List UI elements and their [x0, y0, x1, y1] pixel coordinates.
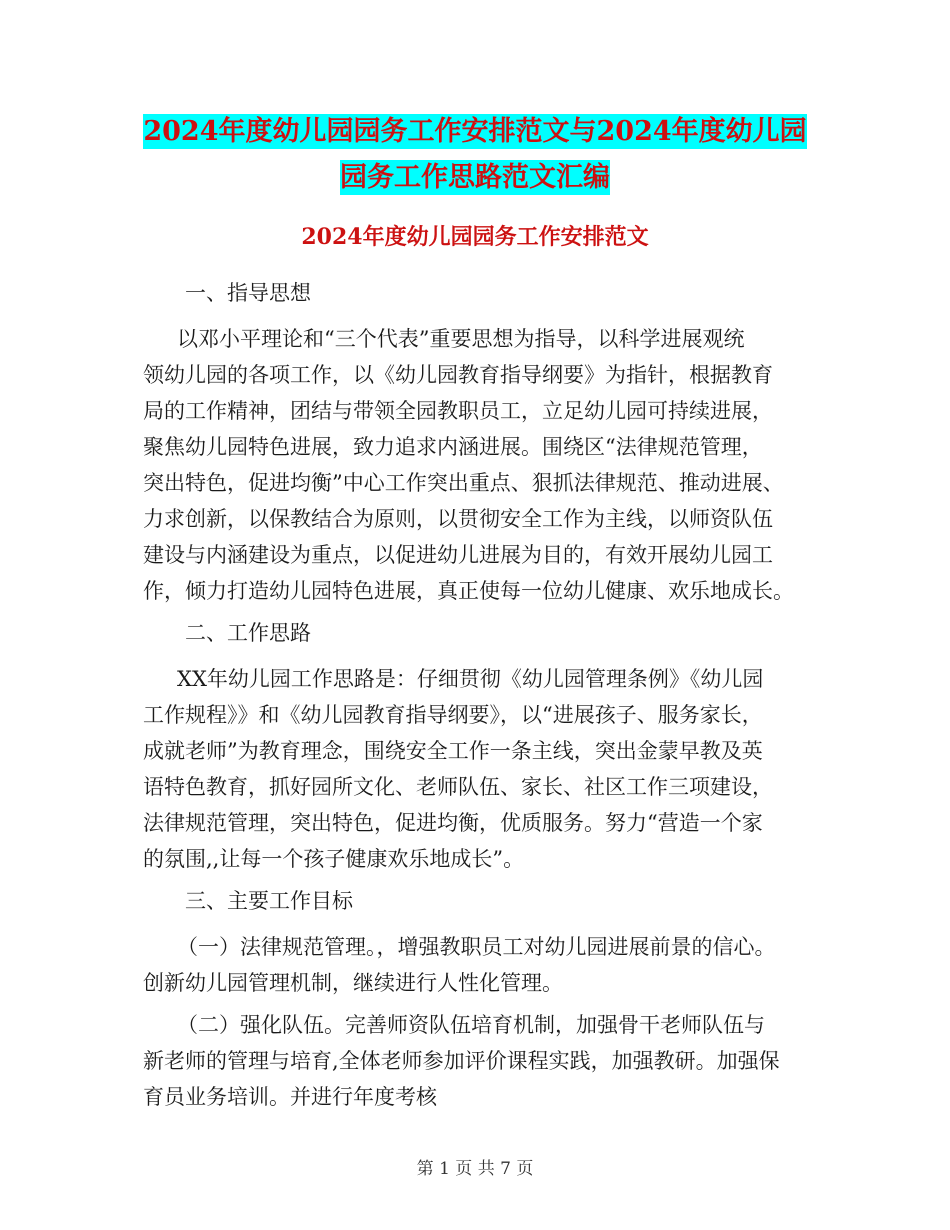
document-title-line-2 [0, 158, 950, 198]
text-line: 突出特色，促进均衡”中心工作突出重点、狠抓法律规范、推动进展、 [143, 471, 784, 495]
text-line: 局的工作精神，团结与带领全园教职员工，立足幼儿园可持续进展， [143, 399, 773, 423]
section-title: 2024年度幼儿园园务工作安排范文 [301, 224, 649, 250]
text-line: 聚焦幼儿园特色进展，致力追求内涵进展。围绕区“法律规范管理， [143, 435, 763, 459]
page-footer: 第 1 页 共 7 页 [416, 1159, 534, 1179]
text-line: 工作规程》》和《幼儿园教育指导纲要》，以“进展孩子、服务家长， [143, 703, 763, 727]
text-line: 领幼儿园的各项工作，以《幼儿园教育指导纲要》为指针，根据教育 [143, 363, 773, 387]
title-highlight-2: 园务工作思路范文汇编 [340, 162, 610, 193]
text-line: 育员业务培训。并进行年度考核 [143, 1085, 437, 1109]
text-line: 的氛围,,让每一个孩子健康欢乐地成长”。 [143, 847, 525, 871]
text-line: 创新幼儿园管理机制，继续进行人性化管理。 [143, 971, 563, 995]
text-line: 建设与内涵建设为重点，以促进幼儿进展为目的，有效开展幼儿园工 [143, 543, 773, 567]
text-line: 以邓小平理论和“三个代表”重要思想为指导，以科学进展观统 [177, 327, 745, 351]
text-line: 作，倾力打造幼儿园特色进展，真正使每一位幼儿健康、欢乐地成长。 [143, 579, 794, 603]
title-highlight-1: 2024年度幼儿园园务工作安排范文与2024年度幼儿园 [143, 116, 807, 147]
heading-work-approach: 二、工作思路 [185, 621, 311, 645]
text-line: 成就老师”为教育理念，围绕安全工作一条主线，突出金蒙早教及英 [143, 739, 763, 763]
heading-main-goals: 三、主要工作目标 [185, 889, 353, 913]
text-line: 力求创新，以保教结合为原则，以贯彻安全工作为主线，以师资队伍 [143, 507, 773, 531]
text-line: 法律规范管理，突出特色，促进均衡，优质服务。努力“营造一个家 [143, 811, 763, 835]
paragraph-goal-2 [143, 1007, 811, 1115]
document-title-line-1 [0, 112, 950, 152]
text-line: 新老师的管理与培育,全体老师参加评价课程实践，加强教研。加强保 [143, 1049, 780, 1073]
text-line: XX年幼儿园工作思路是：仔细贯彻《幼儿园管理条例》《幼儿园 [177, 667, 764, 691]
heading-guiding-thought: 一、指导思想 [185, 281, 311, 305]
text-line: 语特色教育，抓好园所文化、老师队伍、家长、社区工作三项建设， [143, 775, 773, 799]
paragraph-guiding-thought [143, 321, 811, 609]
text-line: （一）法律规范管理。，增强教职员工对幼儿园进展前景的信心。 [177, 935, 776, 959]
paragraph-work-approach [143, 661, 811, 877]
document-body [143, 275, 811, 1115]
text-line: （二）强化队伍。完善师资队伍培育机制，加强骨干老师队伍与 [177, 1013, 765, 1037]
paragraph-goal-1 [143, 929, 811, 1001]
